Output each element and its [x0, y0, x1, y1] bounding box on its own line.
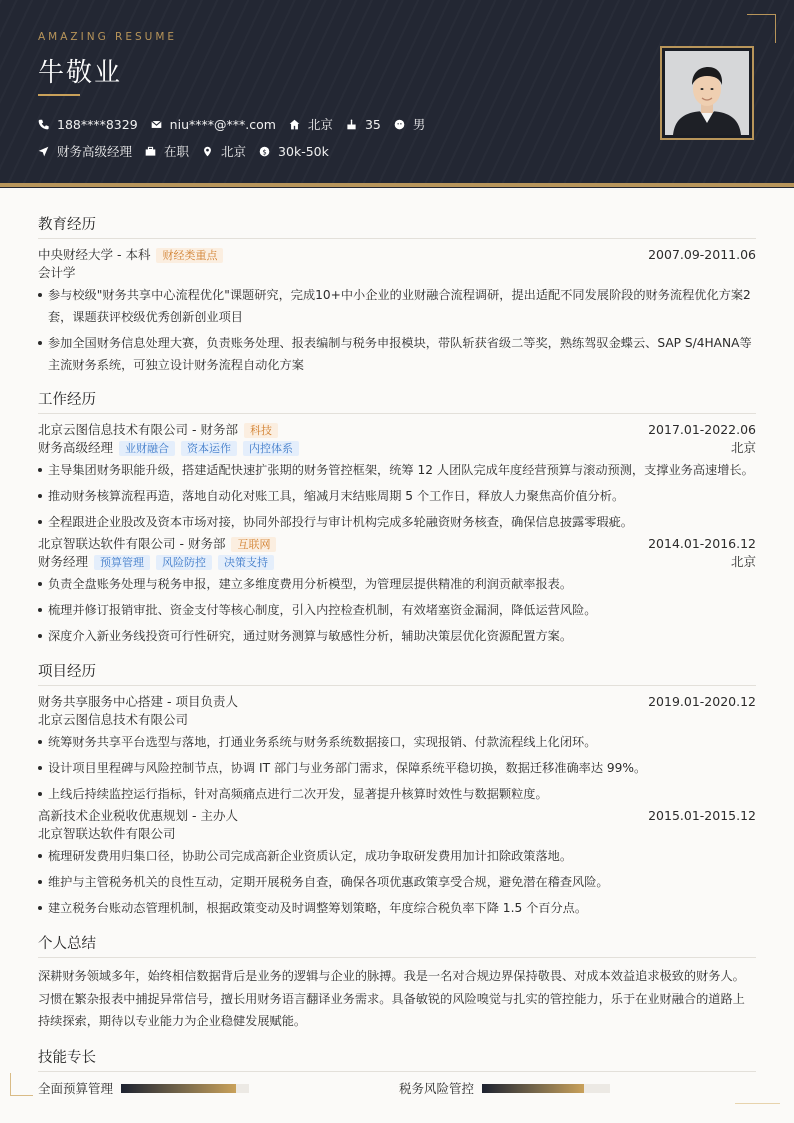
target-position-text: 财务高级经理 [57, 144, 133, 159]
list-item: 建立税务台账动态管理机制，根据政策变动及时调整筹划策略，年度综合税负率下降 1.5 个百分点。 [38, 897, 756, 919]
education-section-title: 教育经历 [38, 213, 756, 239]
gender-text: 男 [412, 117, 426, 132]
position-title: 财务高级经理 [38, 440, 114, 455]
project-name: 高新技术企业税收优惠规划 - 主办人 [38, 808, 238, 823]
work-date: 2014.01-2016.12 [648, 536, 756, 551]
list-item: 上线后持续监控运行指标，针对高频痛点进行二次开发，显著提升核算时效性与数据颗粒度。 [38, 783, 756, 805]
briefcase-icon [145, 146, 156, 157]
project-bullets [38, 731, 756, 805]
project-date: 2019.01-2020.12 [648, 694, 756, 709]
project-company-row [38, 711, 756, 729]
home-city-text: 北京 [307, 117, 333, 132]
work-bullets [38, 573, 756, 647]
gender-item [394, 115, 426, 133]
project-date: 2015.01-2015.12 [648, 808, 756, 823]
project-name: 财务共享服务中心搭建 - 项目负责人 [38, 694, 238, 709]
target-position-item [38, 142, 132, 160]
project-entry [38, 807, 756, 919]
skill-item [38, 1079, 399, 1097]
project-entry [38, 693, 756, 805]
company-line [38, 535, 276, 553]
age-item [346, 117, 381, 132]
profile-photo-frame [660, 46, 754, 140]
skill-tag: 预算管理 [94, 555, 150, 570]
skill-tag: 内控体系 [243, 441, 299, 456]
industry-tag: 科技 [244, 423, 278, 438]
contact-info-row [38, 115, 438, 133]
salary-text: 30k-50k [278, 143, 329, 159]
header-dark-rule [0, 187, 794, 188]
location-pin-icon [202, 146, 213, 157]
cake-icon [346, 119, 357, 130]
company-line [38, 421, 278, 439]
list-item: 梳理研发费用归集口径，协助公司完成高新企业资质认定，成功争取研发费用加计扣除政策落地。 [38, 845, 756, 867]
list-item: 全程跟进企业股改及资本市场对接，协同外部投行与审计机构完成多轮融资财务核查，确保信息披露零瑕疵。 [38, 511, 756, 533]
project-bullets [38, 845, 756, 919]
list-item: 参加全国财务信息处理大赛，负责账务处理、报表编制与税务申报模块，带队斩获省级二等奖，熟练驾驭金蝶云、SAP S/4HANA等主流财务系统，可独立设计财务流程自动化方案 [38, 332, 756, 376]
list-item: 维护与主管税务机关的良性互动，定期开展税务自查，确保各项优惠政策享受合规，避免潜在稽查风险。 [38, 871, 756, 893]
company-name: 北京云图信息技术有限公司 - 财务部 [38, 422, 238, 437]
school-line [38, 246, 223, 264]
education-bullets [38, 284, 756, 376]
email-text: niu****@***.com [169, 116, 276, 132]
work-section [38, 388, 756, 651]
position-line [38, 439, 299, 457]
company-name: 北京智联达软件有限公司 - 财务部 [38, 536, 226, 551]
salary-item [259, 144, 329, 159]
list-item: 参与校级"财务共享中心流程优化"课题研究，完成10+中小企业的业财融合流程调研，提出适配不同发展阶段的财务流程优化方案2套，课题获评校级优秀创新创业项目 [38, 284, 756, 328]
school-tag: 财经类重点 [156, 248, 223, 263]
list-item: 推动财务核算流程再造，落地自动化对账工具，缩减月末结账周期 5 个工作日，释放人力聚焦高价值分析。 [38, 485, 756, 507]
projects-section-title: 项目经历 [38, 660, 756, 686]
phone-item [38, 117, 138, 132]
work-bullets [38, 459, 756, 533]
skill-label: 税务风险管控 [399, 1081, 475, 1096]
work-section-title: 工作经历 [38, 388, 756, 414]
position-line [38, 553, 274, 571]
project-company-row [38, 825, 756, 843]
position-title: 财务经理 [38, 554, 89, 569]
skills-list [38, 1079, 756, 1097]
phone-icon [38, 119, 49, 130]
job-info-row [38, 142, 342, 160]
svg-text:$: $ [262, 147, 267, 156]
corner-decoration-bottom-right [735, 1103, 780, 1104]
work-date: 2017.01-2022.06 [648, 422, 756, 437]
skill-bar [121, 1084, 249, 1093]
home-city-item [289, 115, 333, 133]
skills-section [38, 1046, 756, 1097]
skill-bar-fill [121, 1084, 236, 1093]
education-date: 2007.09-2011.06 [648, 247, 756, 262]
skill-tag: 业财融合 [119, 441, 175, 456]
major: 会计学 [38, 265, 76, 280]
work-entry-header [38, 421, 756, 439]
name-underline [38, 94, 80, 96]
education-header-row [38, 246, 756, 264]
work-city: 北京 [730, 440, 756, 455]
phone-text: 188****8329 [57, 116, 138, 132]
corner-decoration-bottom-left [10, 1073, 33, 1096]
age-text: 35 [364, 116, 381, 132]
mail-icon [151, 119, 162, 130]
skill-tag: 决策支持 [218, 555, 274, 570]
job-status-item [145, 142, 189, 160]
education-section [38, 213, 756, 380]
skills-section-title: 技能专长 [38, 1046, 756, 1072]
list-item: 负责全盘账务处理与税务申报，建立多维度费用分析模型，为管理层提供精准的利润贡献率报表。 [38, 573, 756, 595]
brand-label: AMAZING RESUME [38, 31, 178, 43]
projects-section [38, 660, 756, 923]
position-row [38, 439, 756, 457]
summary-section [38, 932, 756, 1033]
skill-tag: 风险防控 [156, 555, 212, 570]
skill-label: 全面预算管理 [38, 1081, 114, 1096]
money-icon [259, 146, 270, 157]
list-item: 梳理并修订报销审批、资金支付等核心制度，引入内控检查机制，有效堵塞资金漏洞，降低运营风险。 [38, 599, 756, 621]
list-item: 设计项目里程碑与风险控制节点，协调 IT 部门与业务部门需求，保障系统平稳切换，数据迁移准确率达 99%。 [38, 757, 756, 779]
skill-bar-fill [482, 1084, 584, 1093]
school-name: 中央财经大学 - 本科 [38, 247, 151, 262]
industry-tag: 互联网 [231, 537, 276, 552]
corner-decoration-top-right [747, 14, 776, 43]
project-header [38, 807, 756, 825]
project-company: 北京智联达软件有限公司 [38, 826, 176, 841]
position-row [38, 553, 756, 571]
skill-item [399, 1079, 610, 1097]
send-icon [38, 146, 49, 157]
work-city: 北京 [730, 554, 756, 569]
skill-tag: 资本运作 [181, 441, 237, 456]
profile-photo [665, 51, 749, 135]
target-city-item [202, 142, 246, 160]
home-icon [289, 119, 300, 130]
skill-bar [482, 1084, 610, 1093]
list-item: 深度介入新业务线投资可行性研究，通过财务测算与敏感性分析，辅助决策层优化资源配置方案。 [38, 625, 756, 647]
major-row [38, 264, 756, 282]
target-city-text: 北京 [221, 144, 247, 159]
project-company: 北京云图信息技术有限公司 [38, 712, 189, 727]
summary-text: 深耕财务领域多年，始终相信数据背后是业务的逻辑与企业的脉搏。我是一名对合规边界保持敬畏、对成本效益追求极致的财务人。习惯在繁杂报表中捕捉异常信号，擅长用财务语言翻译业务需求。具备敏锐的风险嗅觉与扎实的管控能力，乐于在业财融合的道路上持续探索，期待以专业能力为企业稳健发展赋能。 [38, 969, 745, 1028]
work-entry-header [38, 535, 756, 553]
gender-icon [394, 119, 405, 130]
work-entry [38, 421, 756, 533]
email-item [151, 117, 276, 132]
summary-section-title: 个人总结 [38, 932, 756, 958]
list-item: 主导集团财务职能升级，搭建适配快速扩张期的财务管控框架，统筹 12 人团队完成年度经营预算与滚动预测，支撑业务高速增长。 [38, 459, 756, 481]
candidate-name: 牛敬业 [38, 58, 123, 88]
project-header [38, 693, 756, 711]
job-status-text: 在职 [164, 144, 190, 159]
work-entry [38, 535, 756, 647]
list-item: 统筹财务共享平台选型与落地，打通业务系统与财务系统数据接口，实现报销、付款流程线上化闭环。 [38, 731, 756, 753]
